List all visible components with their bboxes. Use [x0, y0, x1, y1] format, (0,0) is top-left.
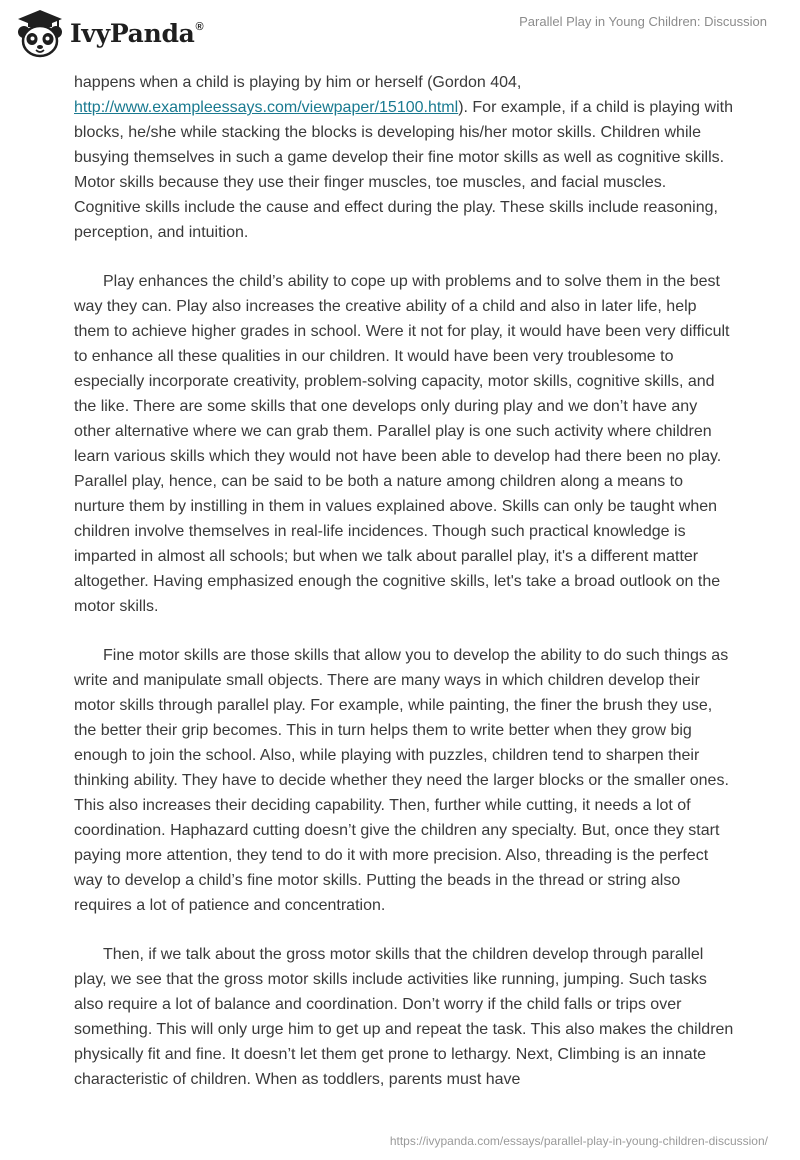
paragraph-3: Fine motor skills are those skills that allow you to develop the ability to do such things as write and manipulate small objects. There are many ways in which children develop their motor skills through parallel play. For example, while painting, the finer the brush they use, the better their grip becomes. This in turn helps them to write better when they grow big enough to join the school. Also, while playing with puzzles, children tend to sharpen their thinking ability. They have to decide whether they need the larger blocks or the smaller ones. This also increases their deciding capability. Then, further while cutting, it needs a lot of coordination. Haphazard cutting doesn’t give the children any specialty. But, once they start paying more attention, they tend to do it with more precision. Also, threading is the perfect way to develop a child’s fine motor skills. Putting the beads in the thread or string also requires a lot of patience and concentration.	[74, 647, 729, 914]
paragraph-4: Then, if we talk about the gross motor skills that the children develop through parallel play, we see that the gross motor skills include activities like running, jumping. Such tasks also require a lot of balance and coordination. Don’t worry if the child falls or trips over something. This will only urge him to get up and repeat the task. This also makes the children physically fit and fine. It doesn’t let them get prone to lethargy. Next, Climbing is an innate characteristic of children. When as toddlers, parents must have	[74, 946, 734, 1088]
paragraph-1-text-before: happens when a child is playing by him or herself (Gordon 404,	[74, 74, 522, 91]
paragraph-1	[74, 70, 734, 245]
essay-body	[74, 70, 734, 1116]
registered-mark: ®	[195, 20, 204, 33]
source-link[interactable]: http://www.exampleessays.com/viewpaper/15100.html	[74, 99, 459, 116]
paragraph-1-text-after: ). For example, if a child is playing with blocks, he/she while stacking the blocks is developing his/her motor skills. Children while busying themselves in such a game develop their fine motor skills as well as cognitive skills. Motor skills because they use their finger muscles, toe muscles, and facial muscles. Cognitive skills include the cause and effect during the play. These skills include reasoning, perception, and intuition.	[74, 99, 733, 241]
footer-url[interactable]: https://ivypanda.com/essays/parallel-play-in-young-children-discussion/	[389, 1134, 768, 1148]
page-header	[0, 0, 800, 66]
logo-name: IvyPanda	[70, 18, 195, 48]
panda-graduate-icon	[14, 8, 66, 58]
ivypanda-logo[interactable]	[14, 8, 203, 58]
paragraph-2: Play enhances the child’s ability to cope up with problems and to solve them in the best way they can. Play also increases the creative ability of a child and also in later life, help them to achieve higher grades in school. Were it not for play, it would have been very difficult to enhance all these qualities in our children. It would have been very troublesome to especially incorporate creativity, problem-solving capacity, motor skills, cognitive skills, and the like. There are some skills that one develops only during play and we don’t have any other alternative where we can grab them. Parallel play is one such activity where children learn various skills which they would not have been able to develop had there been no play. Parallel play, hence, can be said to be both a nature among children along a means to nurture them by instilling in them in values explained above. Skills can only be taught when children involve themselves in real-life incidences. Though such practical knowledge is imparted in almost all schools; but when we talk about parallel play, it's a different matter altogether. Having emphasized enough the cognitive skills, let's take a broad outlook on the motor skills.	[74, 273, 730, 615]
document-title: Parallel Play in Young Children: Discussion	[519, 14, 767, 29]
logo-wordmark	[70, 19, 203, 48]
